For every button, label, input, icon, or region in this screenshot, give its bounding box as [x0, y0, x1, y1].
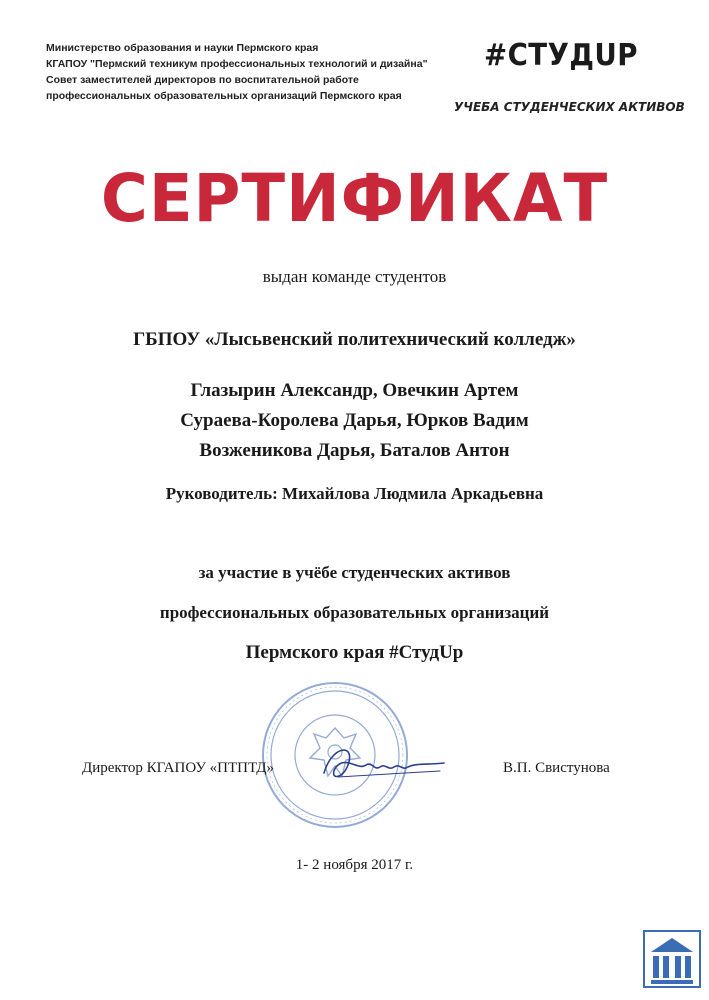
issuer-organizations	[46, 40, 466, 104]
student-names-line: Глазырин Александр, Овечкин Артем	[190, 380, 519, 401]
brand-subtitle: УЧЕБА СТУДЕНЧЕСКИХ АКТИВОВ	[454, 100, 685, 114]
org-line-technikum: КГАПОУ "Пермский техникум профессиональных технологий и дизайна"	[46, 58, 428, 70]
event-date: 1- 2 ноября 2017 г.	[295, 857, 414, 873]
college-logo-icon	[643, 930, 701, 988]
student-names-line: Возженикова Дарья, Баталов Антон	[199, 440, 510, 461]
director-title: Директор КГАПОУ «ПТПТД»	[82, 760, 274, 776]
org-line-ministry: Министерство образования и науки Пермского края	[46, 42, 319, 54]
brand-logo-text: #СТУДUP	[484, 38, 638, 73]
org-line-council: Совет заместителей директоров по воспитательной работе	[46, 74, 359, 86]
issued-to-text: выдан команде студентов	[262, 267, 447, 286]
student-names-line: Сураева-Королева Дарья, Юрков Вадим	[180, 410, 529, 431]
handwritten-signature-icon	[318, 735, 448, 795]
college-name: ГБПОУ «Лысьвенский политехнический колледж»	[133, 329, 576, 350]
student-names	[0, 376, 709, 466]
purpose-line: за участие в учёбе студенческих активов	[198, 563, 511, 582]
purpose-line: профессиональных образовательных организаций	[159, 603, 550, 622]
signer-name: В.П. Свистунова	[503, 760, 610, 776]
org-line-organizations: профессиональных образовательных организаций Пермского края	[46, 90, 402, 102]
purpose-line: Пермского края #СтудUp	[245, 642, 464, 663]
certificate-title: СЕРТИФИКАТ	[100, 160, 609, 237]
team-leader: Руководитель: Михайлова Людмила Аркадьевна	[165, 484, 544, 503]
award-purpose	[0, 553, 709, 673]
